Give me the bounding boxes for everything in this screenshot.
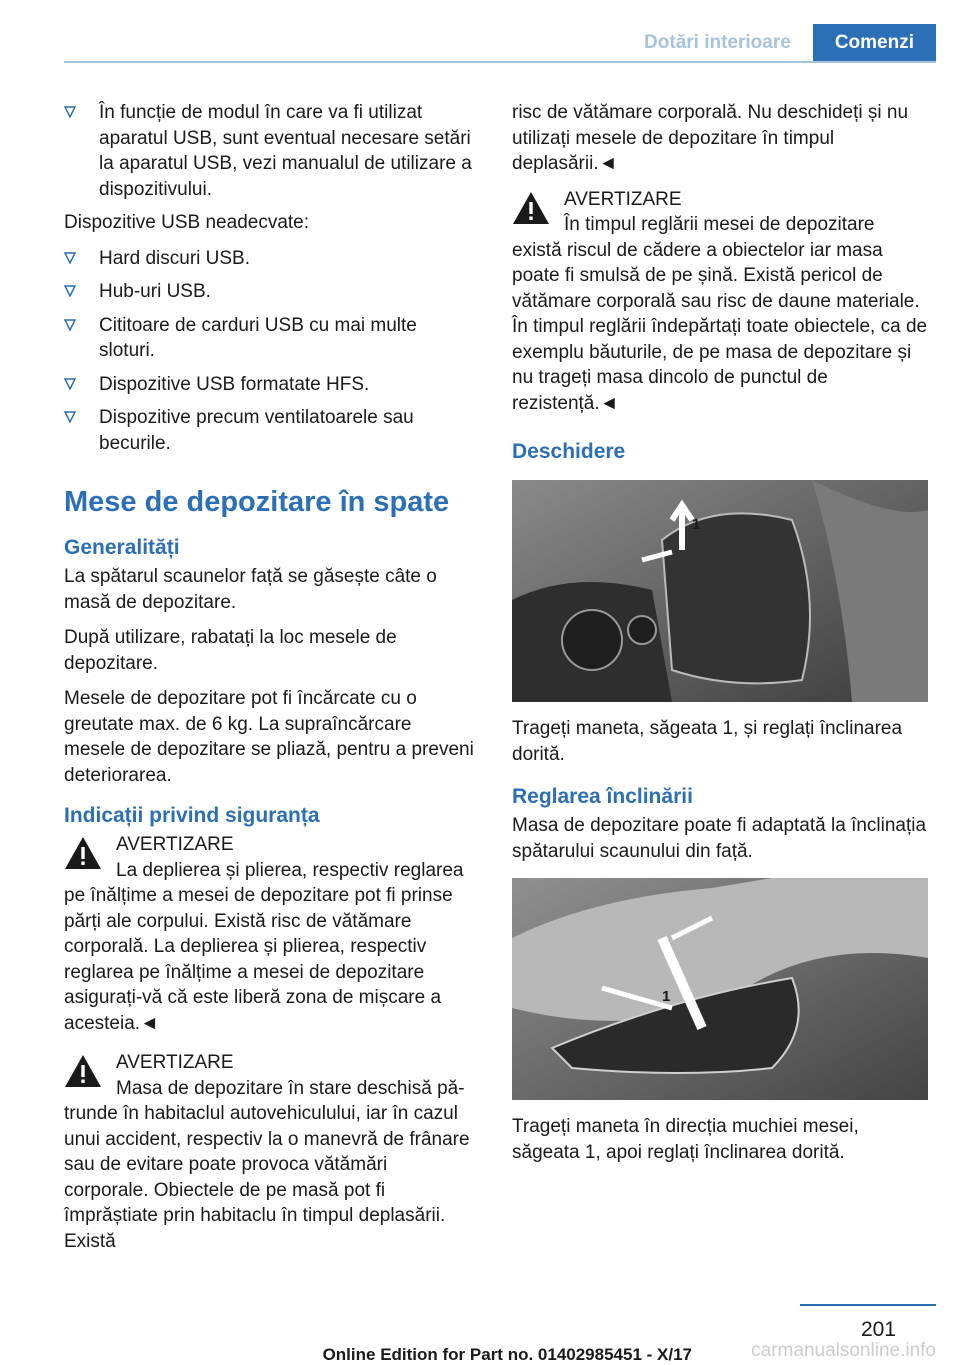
bullet-triangle-icon [64,106,76,118]
list-item-text: Dispozitive precum ventilatoarele sau becurile. [99,407,414,454]
general-title: Generalități [64,536,180,559]
warning-body: există riscul de cădere a obiectelor iar masa poate fi smulsă de pe șină. Există pericol de vătămare corporală sau risc de daune materiale. În timpul reglării îndepărtați toate obiectele, ca de exemplu băuturile, de pe masa de depozitare și nu trageți masa dincolo de punctul de rezistență.◄ [512,239,928,414]
tilt-title: Reglarea înclinării [512,785,693,808]
warning-first-line: La deplierea și plierea, respectiv reglarea [116,859,464,881]
warning-title: AVERTIZARE [116,834,234,855]
list-item [64,372,476,398]
arrow-label: 1 [692,516,701,533]
photo-tilt-table [512,878,928,1100]
page-number: 201 [860,1318,896,1341]
safety-title: Indicații privind siguranța [64,804,320,827]
bullet-triangle-icon [64,285,76,297]
list-item [64,279,476,305]
photo-open-illustration [512,480,928,702]
photo-open-table [512,480,928,702]
warning-triangle-icon [512,191,550,225]
general-paragraph-2: După utilizare, rabatați la loc mesele de depozitare. [64,627,397,674]
bullet-triangle-icon [64,411,76,423]
warning-first-line: În timpul reglării mesei de depozitare [564,214,875,235]
bullet-triangle-icon [64,252,76,264]
continued-paragraph: risc de vătămare corporală. Nu deschideți și nu utilizați mesele de depozitare în timpul deplasării.◄ [512,102,909,174]
tilt-paragraph: Masa de depozitare poate fi adaptată la înclinația spătarului scaunului din față. [512,815,927,862]
list-item [64,313,476,364]
usb-settings-list [64,100,476,202]
list-item [64,246,476,272]
left-column [64,100,476,1268]
section-title: Mese de depozitare în spate [64,486,450,518]
tab-controls[interactable]: Comenzi [813,24,936,62]
watermark: carmanualsonline.info [751,1340,936,1361]
tab-interior-equipment[interactable]: Dotări interioare [644,32,791,53]
list-item-text: Hub-uri USB. [99,281,211,302]
open-caption: Trageți maneta, săgeata 1, și reglați înclinarea dorită. [512,718,903,765]
arrow-label: 1 [662,988,671,1005]
warning-block-3 [512,187,928,417]
warning-block-2 [64,1050,476,1254]
general-paragraph-3: Mesele de depozitare pot fi încărcate cu o greutate max. de 6 kg. La supraîncărcare mesele de depozitare se pliază, pentru a preveni deteriorarea. [64,688,474,786]
warning-body: pe înălțime a mesei de depozitare pot fi prinse părți ale corpului. Există risc de vătămare corporală. La deplierea și plierea, respectiv reglarea pe înălțime a mesei de depozitare asigurați-vă că este liberă zona de mișcare a acesteia.◄ [64,885,453,1034]
tilt-caption: Trageți maneta în direcția muchiei mesei, săgeata 1, apoi reglați înclinarea dorită. [512,1116,859,1163]
unsuitable-label: Dispozitive USB neadecvate: [64,212,310,233]
list-item-text: Dispozitive USB formatate HFS. [99,373,370,395]
list-item [64,405,476,456]
warning-triangle-icon [64,836,102,870]
photo-tilt-illustration [512,878,928,1100]
header-tabs [622,24,936,62]
right-column [512,100,928,1175]
warning-triangle-icon [64,1054,102,1088]
page-number-rule [800,1304,936,1306]
footer-edition: Online Edition for Part no. 01402985451 - X/17 [322,1345,692,1364]
list-item-text: Hard discuri USB. [99,247,250,269]
open-title: Deschidere [512,440,626,463]
general-paragraph-1: La spătarul scaunelor față se găsește câte o masă de depozitare. [64,566,437,613]
bullet-triangle-icon [64,319,76,331]
warning-block-1 [64,832,476,1036]
warning-body: trunde în habitaclul autovehiculului, iar în cazul unui accident, respectiv la o manevră de frânare sau de evitare poate provoca vătămări corporale. Obiectele de pe masă pot fi împrăștiate prin habitaclu în timpul deplasării. Există [64,1103,470,1252]
list-item-text: Cititoare de carduri USB cu mai multe sloturi. [99,314,417,361]
bullet-triangle-icon [64,378,76,390]
warning-first-line: Masa de depozitare în stare deschisă pă- [116,1077,465,1099]
list-item-text: În funcție de modul în care va fi utilizat aparatul USB, sunt eventual necesare setări la aparatul USB, vezi manualul de utilizare a dispozitivului. [99,102,472,200]
warning-title: AVERTIZARE [564,188,682,210]
header-divider [64,61,936,63]
list-item [64,100,476,202]
warning-title: AVERTIZARE [116,1052,234,1073]
unsuitable-devices-list [64,246,476,457]
